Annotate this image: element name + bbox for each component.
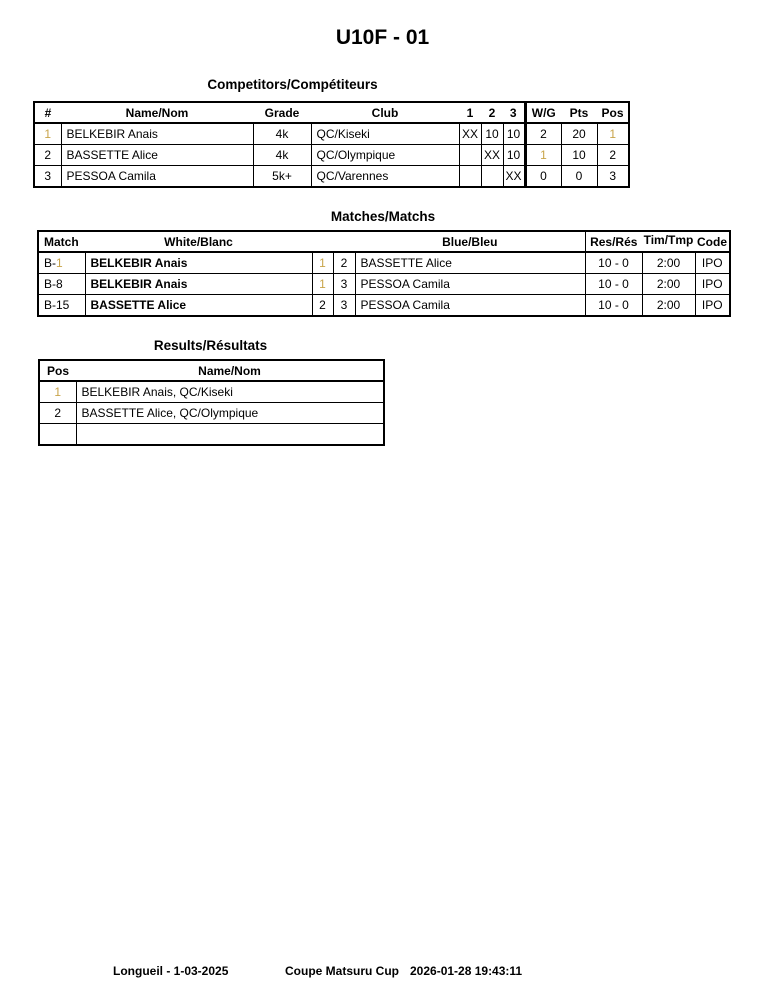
cell-name: PESSOA Camila — [61, 166, 253, 188]
col-header-match: Match — [38, 231, 85, 252]
cell-time: 2:00 — [642, 252, 695, 274]
cell-club: QC/Varennes — [311, 166, 459, 188]
results-heading: Results/Résultats — [153, 338, 268, 353]
cell-result: 10 - 0 — [585, 252, 642, 274]
cell-number: 1 — [34, 123, 61, 145]
col-header-time — [642, 231, 695, 252]
cell-name: BELKEBIR Anais — [61, 123, 253, 145]
match-id-number: 15 — [56, 298, 70, 312]
competitors-heading: Competitors/Compétiteurs — [207, 77, 378, 92]
cell-round3: 10 — [503, 145, 525, 166]
cell-round2: 10 — [481, 123, 503, 145]
result-row — [39, 424, 384, 446]
cell-name: BASSETTE Alice, QC/Olympique — [76, 403, 384, 424]
matches-table — [37, 230, 731, 317]
cell-match-id — [38, 252, 85, 274]
cell-result: 10 - 0 — [585, 274, 642, 295]
result-row — [39, 381, 384, 403]
col-header-blue-number — [333, 231, 355, 252]
competitor-row — [34, 145, 629, 166]
cell-club: QC/Olympique — [311, 145, 459, 166]
cell-wins: 1 — [525, 145, 561, 166]
col-header-blue: Blue/Bleu — [355, 231, 585, 252]
cell-blue-name: BASSETTE Alice — [355, 252, 585, 274]
matches-header-row — [38, 231, 730, 252]
col-header-code: Code — [695, 231, 730, 252]
cell-white-name: BELKEBIR Anais — [85, 252, 312, 274]
cell-grade: 4k — [253, 123, 311, 145]
competitor-row — [34, 123, 629, 145]
cell-number: 3 — [34, 166, 61, 188]
cell-points: 10 — [561, 145, 597, 166]
cell-round2 — [481, 166, 503, 188]
competitor-row — [34, 166, 629, 188]
col-header-name: Name/Nom — [61, 102, 253, 123]
match-id-prefix: B- — [44, 298, 56, 312]
col-header-time-label: Tim/Tmp — [643, 232, 694, 247]
cell-code: IPO — [695, 295, 730, 317]
col-header-points: Pts — [561, 102, 597, 123]
cell-club: QC/Kiseki — [311, 123, 459, 145]
cell-name: BELKEBIR Anais, QC/Kiseki — [76, 381, 384, 403]
cell-time: 2:00 — [642, 295, 695, 317]
col-header-round1: 1 — [459, 102, 481, 123]
match-id-prefix: B- — [44, 256, 56, 270]
cell-white-name: BASSETTE Alice — [85, 295, 312, 317]
cell-blue-number: 2 — [333, 252, 355, 274]
results-table — [38, 359, 385, 446]
cell-white-number: 2 — [312, 295, 333, 317]
cell-white-number: 1 — [312, 252, 333, 274]
cell-grade: 4k — [253, 145, 311, 166]
cell-points: 0 — [561, 166, 597, 188]
match-id-number: 8 — [56, 277, 63, 291]
cell-white-number: 1 — [312, 274, 333, 295]
col-header-round2: 2 — [481, 102, 503, 123]
matches-heading: Matches/Matchs — [330, 209, 436, 224]
cell-position: 1 — [39, 381, 76, 403]
footer-tournament-name: Coupe Matsuru Cup — [285, 964, 399, 978]
cell-blue-number: 3 — [333, 274, 355, 295]
cell-time: 2:00 — [642, 274, 695, 295]
cell-round1 — [459, 145, 481, 166]
competitors-table — [33, 101, 630, 188]
col-header-result: Res/Rés — [585, 231, 642, 252]
cell-wins: 2 — [525, 123, 561, 145]
match-id-prefix: B- — [44, 277, 56, 291]
cell-blue-name: PESSOA Camila — [355, 295, 585, 317]
cell-match-id — [38, 295, 85, 317]
cell-code: IPO — [695, 274, 730, 295]
results-header-row — [39, 360, 384, 381]
cell-position: 2 — [597, 145, 629, 166]
cell-points: 20 — [561, 123, 597, 145]
cell-result: 10 - 0 — [585, 295, 642, 317]
cell-code: IPO — [695, 252, 730, 274]
page-title: U10F - 01 — [335, 26, 430, 49]
competitors-header-row — [34, 102, 629, 123]
footer-timestamp: 2026-01-28 19:43:11 — [410, 964, 523, 978]
cell-number: 2 — [34, 145, 61, 166]
cell-round3: 10 — [503, 123, 525, 145]
cell-position: 3 — [597, 166, 629, 188]
cell-position — [39, 424, 76, 446]
cell-match-id — [38, 274, 85, 295]
col-header-position: Pos — [39, 360, 76, 381]
result-row — [39, 403, 384, 424]
match-row — [38, 252, 730, 274]
match-id-number: 1 — [56, 256, 63, 270]
cell-position: 1 — [597, 123, 629, 145]
match-row — [38, 295, 730, 317]
cell-position: 2 — [39, 403, 76, 424]
match-row — [38, 274, 730, 295]
cell-blue-name: PESSOA Camila — [355, 274, 585, 295]
col-header-club: Club — [311, 102, 459, 123]
cell-blue-number: 3 — [333, 295, 355, 317]
cell-round3: XX — [503, 166, 525, 188]
col-header-name: Name/Nom — [76, 360, 384, 381]
col-header-round3: 3 — [503, 102, 525, 123]
col-header-white-number — [312, 231, 333, 252]
cell-name: BASSETTE Alice — [61, 145, 253, 166]
col-header-wins: W/G — [525, 102, 561, 123]
cell-wins: 0 — [525, 166, 561, 188]
cell-grade: 5k+ — [253, 166, 311, 188]
cell-round1 — [459, 166, 481, 188]
cell-round2: XX — [481, 145, 503, 166]
col-header-grade: Grade — [253, 102, 311, 123]
col-header-white: White/Blanc — [85, 231, 312, 252]
col-header-position: Pos — [597, 102, 629, 123]
footer-location-date: Longueil - 1-03-2025 — [113, 964, 229, 978]
cell-round1: XX — [459, 123, 481, 145]
cell-name — [76, 424, 384, 446]
cell-white-name: BELKEBIR Anais — [85, 274, 312, 295]
col-header-number: # — [34, 102, 61, 123]
